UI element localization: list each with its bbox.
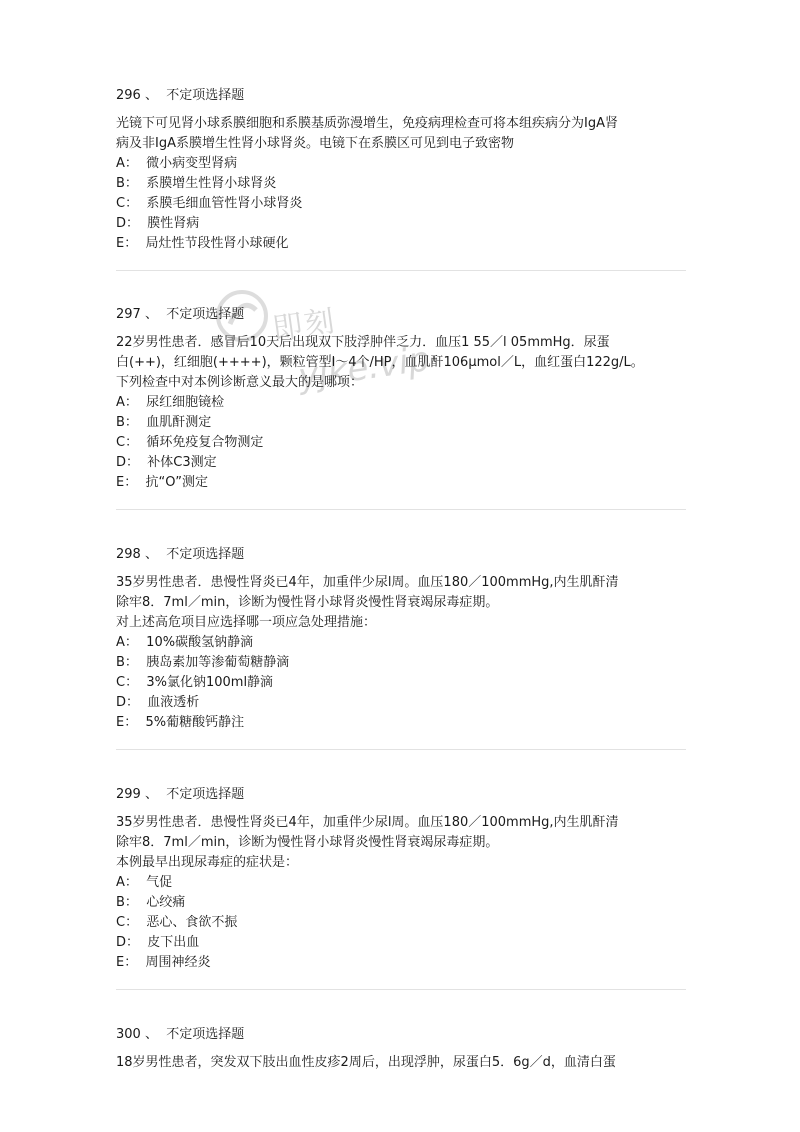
option-key: D： xyxy=(116,935,140,950)
option-text: 尿红细胞镜检 xyxy=(146,395,225,410)
question-number: 298 、 xyxy=(116,547,158,562)
divider xyxy=(116,749,686,750)
option-text: 局灶性节段性肾小球硬化 xyxy=(145,236,289,251)
option-key: A： xyxy=(116,875,138,890)
question-header xyxy=(116,305,686,325)
option-text: 3%氯化钠100ml静滴 xyxy=(146,675,274,690)
option-text: 系膜毛细血管性肾小球肾炎 xyxy=(146,196,303,211)
option-key: C： xyxy=(116,435,139,450)
option-key: C： xyxy=(116,915,139,930)
option-key: B： xyxy=(116,895,138,910)
option-key: E： xyxy=(116,236,138,251)
divider xyxy=(116,270,686,271)
question-text xyxy=(116,333,686,393)
option-key: C： xyxy=(116,675,139,690)
question-text-line: 病及非IgA系膜增生性肾小球肾炎。电镜下在系膜区可见到电子致密物 xyxy=(116,136,514,151)
watermark-url: yjke.vip xyxy=(295,338,433,398)
option-text: 10%碳酸氢钠静滴 xyxy=(146,635,254,650)
question-text xyxy=(116,813,686,873)
question-text-line: 白(++)，红细胞(++++)，颗粒管型l～4个/HP，血肌酐106μmol／L，血红蛋白122g/L。 xyxy=(116,355,644,370)
option-b[interactable] xyxy=(116,893,686,913)
question-header xyxy=(116,86,686,106)
question-text-line: 除牢8．7ml／min，诊断为慢性肾小球肾炎慢性肾衰竭尿毒症期。 xyxy=(116,595,499,610)
option-a[interactable] xyxy=(116,154,686,174)
question-number: 300 、 xyxy=(116,1027,158,1042)
option-e[interactable] xyxy=(116,953,686,973)
question-type: 不定项选择题 xyxy=(166,787,245,802)
option-e[interactable] xyxy=(116,713,686,733)
option-key: B： xyxy=(116,655,138,670)
option-e[interactable] xyxy=(116,473,686,493)
option-a[interactable] xyxy=(116,633,686,653)
divider xyxy=(116,509,686,510)
question-text xyxy=(116,573,686,633)
option-e[interactable] xyxy=(116,234,686,254)
option-key: B： xyxy=(116,176,138,191)
option-text: 心绞痛 xyxy=(146,895,186,910)
question-header xyxy=(116,785,686,805)
option-c[interactable] xyxy=(116,194,686,214)
question-text-line: 22岁男性患者．感冒后10天后出现双下肢浮肿伴乏力．血压1 55／l 05mmHg．尿蛋 xyxy=(116,335,610,350)
option-text: 抗“O”测定 xyxy=(145,475,208,490)
option-d[interactable] xyxy=(116,693,686,713)
option-key: E： xyxy=(116,955,138,970)
option-text: 膜性肾病 xyxy=(147,216,200,231)
option-text: 循环免疫复合物测定 xyxy=(146,435,264,450)
watermark-brand: 即刻 xyxy=(270,303,339,348)
option-text: 系膜增生性肾小球肾炎 xyxy=(146,176,277,191)
option-key: C： xyxy=(116,196,139,211)
option-text: 微小病变型肾病 xyxy=(146,156,238,171)
question-text-line: 对上述高危项目应选择哪一项应急处理措施： xyxy=(116,615,377,630)
question-298 xyxy=(116,545,686,733)
question-type: 不定项选择题 xyxy=(166,1027,245,1042)
question-297 xyxy=(116,305,686,493)
option-key: D： xyxy=(116,455,140,470)
option-key: B： xyxy=(116,415,138,430)
option-text: 恶心、食欲不振 xyxy=(146,915,238,930)
option-d[interactable] xyxy=(116,933,686,953)
option-text: 胰岛素加等渗葡萄糖静滴 xyxy=(146,655,290,670)
question-number: 296 、 xyxy=(116,88,158,103)
option-key: A： xyxy=(116,635,138,650)
option-key: D： xyxy=(116,216,140,231)
option-text: 5%葡糖酸钙静注 xyxy=(145,715,245,730)
option-text: 血液透析 xyxy=(147,695,200,710)
option-b[interactable] xyxy=(116,413,686,433)
option-c[interactable] xyxy=(116,673,686,693)
question-header xyxy=(116,1025,686,1045)
question-296 xyxy=(116,86,686,254)
option-key: E： xyxy=(116,715,138,730)
option-key: D： xyxy=(116,695,140,710)
question-text-line: 18岁男性患者，突发双下肢出血性皮疹2周后，出现浮肿，尿蛋白5．6g／d，血清白蛋 xyxy=(116,1055,616,1070)
option-d[interactable] xyxy=(116,214,686,234)
question-text xyxy=(116,1053,686,1073)
option-text: 气促 xyxy=(146,875,173,890)
option-a[interactable] xyxy=(116,393,686,413)
option-d[interactable] xyxy=(116,453,686,473)
option-a[interactable] xyxy=(116,873,686,893)
question-text-line: 35岁男性患者．患慢性肾炎已4年，加重伴少尿l周。血压180／100mmHg,内生肌酐清 xyxy=(116,815,619,830)
question-text-line: 35岁男性患者．患慢性肾炎已4年，加重伴少尿l周。血压180／100mmHg,内生肌酐清 xyxy=(116,575,619,590)
question-300 xyxy=(116,1025,686,1073)
question-type: 不定项选择题 xyxy=(166,547,245,562)
question-text-line: 下列检查中对本例诊断意义最大的是哪项： xyxy=(116,375,364,390)
option-key: A： xyxy=(116,156,138,171)
question-number: 297 、 xyxy=(116,307,158,322)
question-text-line: 除牢8．7ml／min，诊断为慢性肾小球肾炎慢性肾衰竭尿毒症期。 xyxy=(116,835,499,850)
option-b[interactable] xyxy=(116,174,686,194)
question-type: 不定项选择题 xyxy=(166,88,245,103)
question-299 xyxy=(116,785,686,973)
question-text xyxy=(116,114,686,154)
option-c[interactable] xyxy=(116,433,686,453)
question-number: 299 、 xyxy=(116,787,158,802)
option-c[interactable] xyxy=(116,913,686,933)
question-text-line: 光镜下可见肾小球系膜细胞和系膜基质弥漫增生，免疫病理检查可将本组疾病分为IgA肾 xyxy=(116,116,618,131)
option-b[interactable] xyxy=(116,653,686,673)
option-text: 周围神经炎 xyxy=(145,955,211,970)
question-text-line: 本例最早出现尿毒症的症状是： xyxy=(116,855,299,870)
option-key: A： xyxy=(116,395,138,410)
option-text: 补体C3测定 xyxy=(147,455,217,470)
option-text: 血肌酐测定 xyxy=(146,415,212,430)
divider xyxy=(116,989,686,990)
option-key: E： xyxy=(116,475,138,490)
option-text: 皮下出血 xyxy=(147,935,200,950)
question-header xyxy=(116,545,686,565)
question-type: 不定项选择题 xyxy=(166,307,245,322)
